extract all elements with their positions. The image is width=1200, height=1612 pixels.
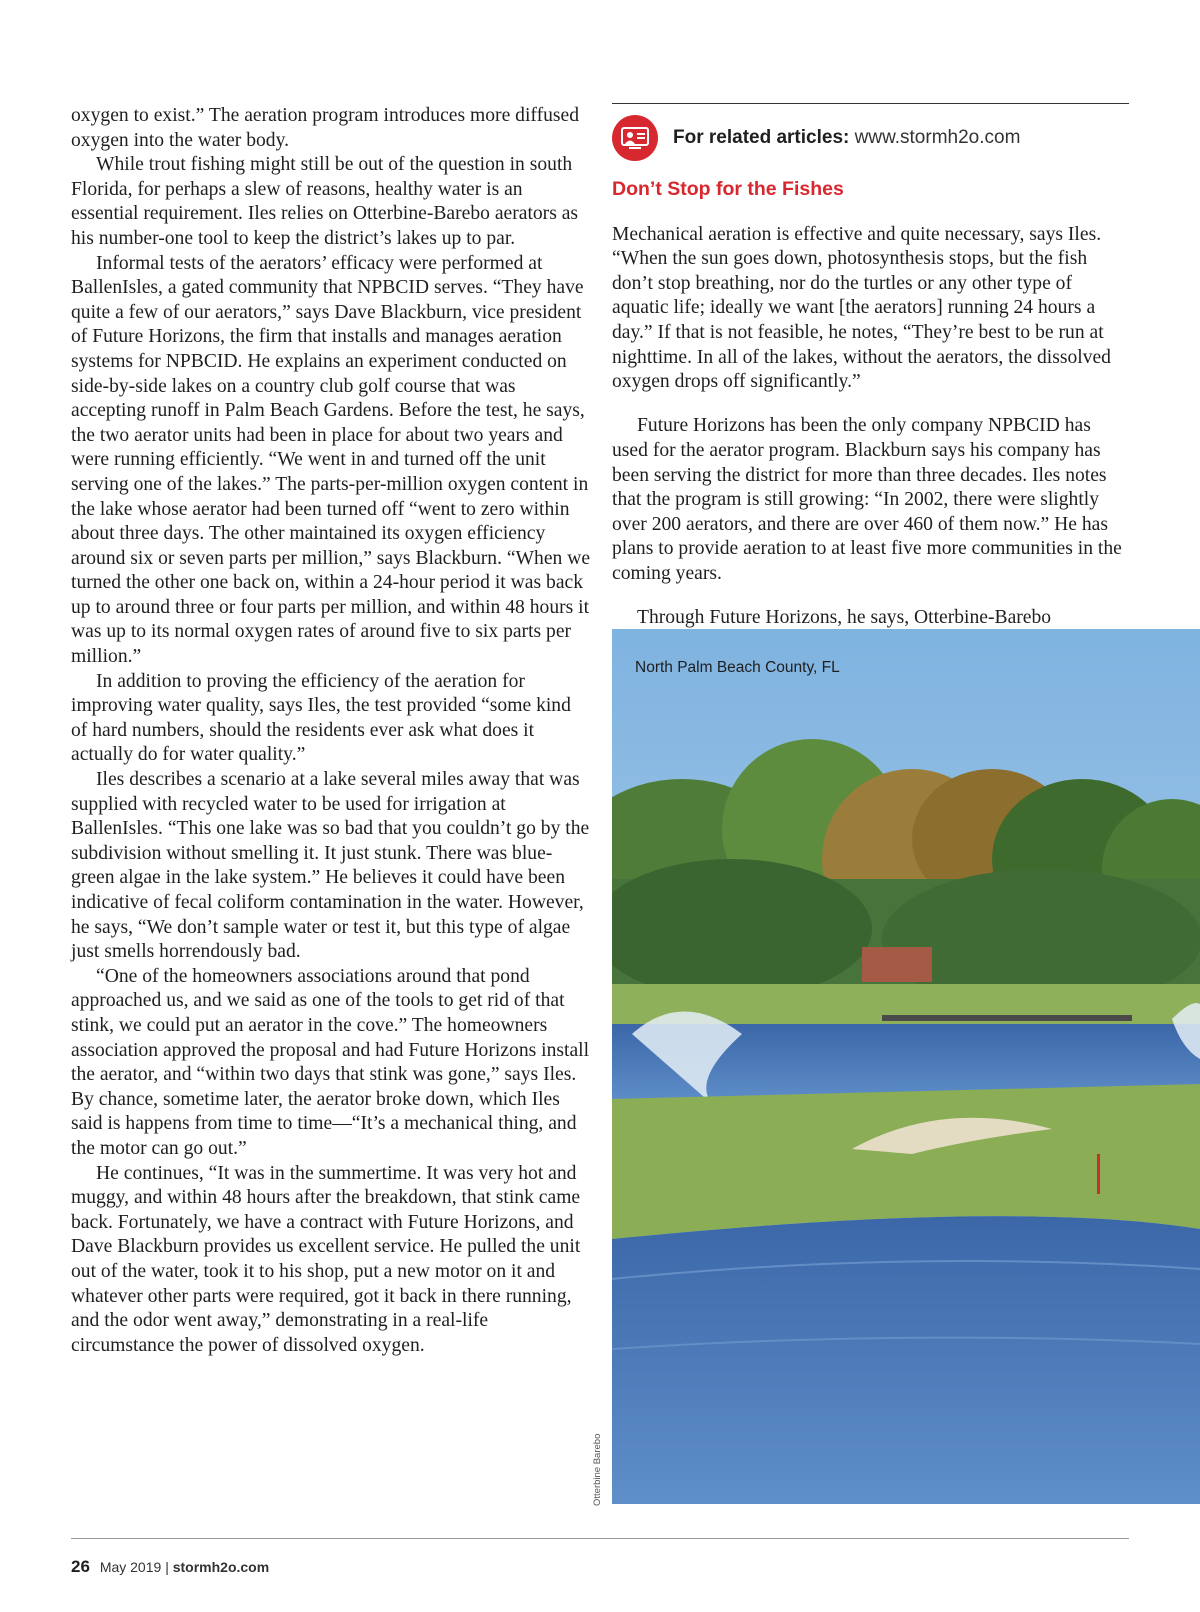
paragraph: Iles describes a scenario at a lake several miles away that was supplied with recycled water to be used for irrigation at BallenIsles. “This one lake was so bad that you couldn’t go by the subdivision without smelling it. It just stunk. There was blue-green algae in the lake system.” He believes it could have been indicative of fecal coliform contamination in the water. However, he says, “We don’t sample water or test it, but this type of algae just smells horrendously bad. xyxy=(71,769,590,963)
paragraph: Mechanical aeration is effective and quite necessary, says Iles. “When the sun goes down, photosynthesis stops, but the fish don’t stop breathing, nor do the turtles or any other type of aquatic life; ideally we want [the aerators] running 24 hours a day.” If that is not feasible, he notes, “They’re best to be run at nighttime. In all of the lakes, without the aerators, the dissolved oxygen drops off significantly.” xyxy=(612,223,1111,393)
photo-credit: Otterbine Barebo xyxy=(592,1433,603,1506)
lake-photo xyxy=(612,629,1200,1504)
left-column xyxy=(71,104,591,1358)
page-number: 26 xyxy=(71,1557,90,1576)
photo-caption: North Palm Beach County, FL xyxy=(635,659,840,676)
footer-site-link[interactable]: stormh2o.com xyxy=(172,1559,270,1575)
paragraph: In addition to proving the efficiency of the aeration for improving water quality, says Iles, the test provided “some kind of hard numbers, should the residents ever ask what does it actually do for water quality.” xyxy=(71,670,571,766)
section-heading: Don’t Stop for the Fishes xyxy=(612,178,844,200)
paragraph: Future Horizons has been the only company NPBCID has used for the aerator program. Blackburn says his company has been serving the district for more than three decades. Iles notes that the program is still growing: “In 2002, there were slightly over 200 aerators, and there are over 460 of them now.” He has plans to provide aeration to at least five more communities in the coming years. xyxy=(612,415,1122,584)
footer-rule xyxy=(71,1538,1129,1539)
paragraph: oxygen to exist.” The aeration program introduces more diffused oxygen into the water body. xyxy=(71,105,580,151)
related-url-link[interactable]: www.stormh2o.com xyxy=(854,127,1021,148)
paragraph: Through Future Horizons, he says, Otterbine-Barebo xyxy=(637,607,1052,629)
reader-icon xyxy=(612,115,658,161)
right-column xyxy=(612,203,1130,650)
related-articles-callout xyxy=(612,114,1130,162)
paragraph: Informal tests of the aerators’ efficacy were performed at BallenIsles, a gated community that NPBCID serves. “They have quite a few of our aerators,” says Dave Blackburn, vice president of Future Horizons, the firm that installs and manages aeration systems for NPBCID. He explains an experiment conducted on side-by-side lakes on a country club golf course that was accepting runoff in Palm Beach Gardens. Before the test, he says, the two aerator units had been in place for about two years and were running efficiently. “We went in and turned off the unit serving one of the lakes.” The parts-per-million oxygen content in the lake whose aerator had been turned off “went to zero within about three days. The other maintained its oxygen efficiency around six or seven parts per million,” says Blackburn. “When we turned the other one back on, within a 24-hour period it was back up to around three or four parts per million, and within 48 hours it was up to its normal oxygen rates of around five to six parts per million.” xyxy=(71,252,591,668)
lake-illustration xyxy=(612,629,1200,1504)
footer xyxy=(71,1557,269,1577)
paragraph: While trout fishing might still be out of the question in south Florida, for perhaps a slew of reasons, healthy water is an essential requirement. Iles relies on Otterbine-Barebo aerators as his number-one tool to keep the district’s lakes up to par. xyxy=(71,154,579,249)
related-label: For related articles: xyxy=(673,127,850,148)
footer-separator: | xyxy=(165,1559,169,1575)
issue-date: May 2019 xyxy=(99,1559,162,1575)
paragraph: He continues, “It was in the summertime. It was very hot and muggy, and within 48 hours after the breakdown, that stink came back. Fortunately, we have a contract with Future Horizons, and Dave Blackburn provides us excellent service. He pulled the unit out of the water, took it to his shop, put a new motor on it and whatever other parts were required, got it back in there running, and the odor went away,” demonstrating in a real-life circumstance the power of dissolved oxygen. xyxy=(71,1162,581,1356)
related-text xyxy=(673,127,1020,149)
paragraph: “One of the homeowners associations around that pond approached us, and we said as one of the tools to get rid of that stink, we could put an aerator in the cove.” The homeowners association approved the proposal and had Future Horizons install the aerator, and “within two days that stink was gone,” says Iles. By chance, sometime later, the aerator broke down, which Iles said is happens from time to time—“It’s a mechanical thing, and the motor can go out.” xyxy=(71,965,590,1159)
top-rule xyxy=(612,103,1129,104)
